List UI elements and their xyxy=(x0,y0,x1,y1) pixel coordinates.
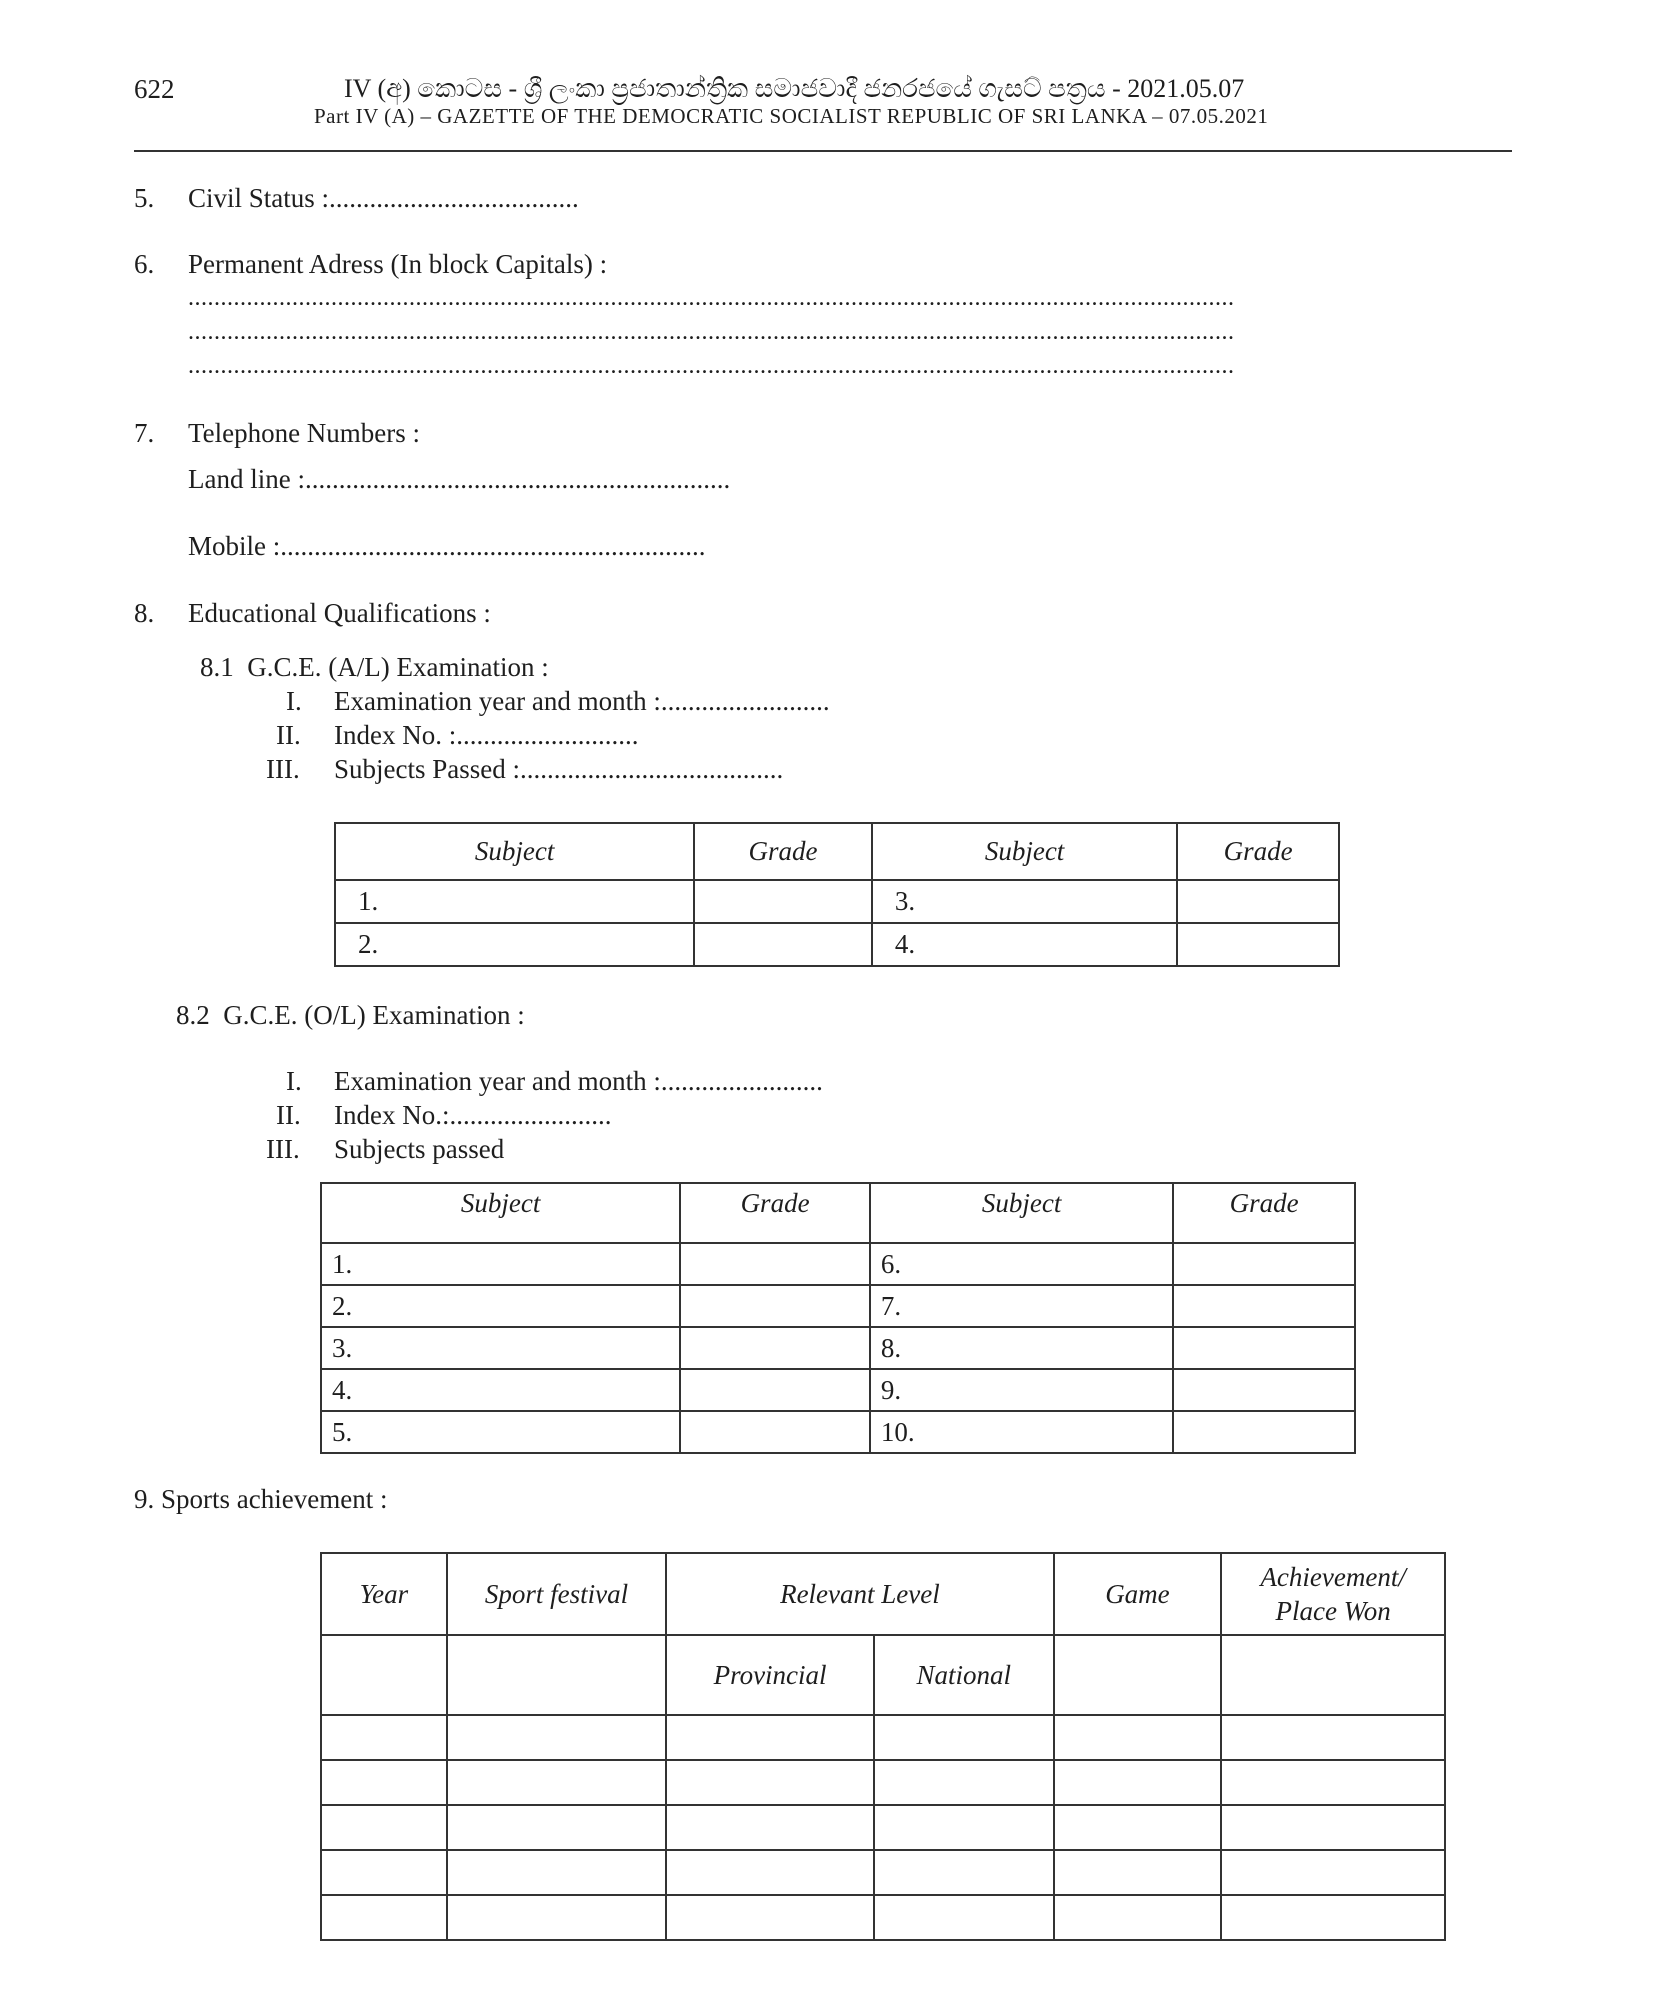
al-subjects-field: Subjects Passed :....................................... xyxy=(334,754,784,784)
ol-heading: 8.2 G.C.E. (O/L) Examination : xyxy=(176,1000,525,1030)
table-row xyxy=(321,1327,1355,1369)
sports-header-row xyxy=(321,1553,1445,1635)
sports-cell xyxy=(1054,1635,1222,1715)
header-rule xyxy=(134,150,1512,152)
table-row xyxy=(335,880,1339,923)
table-row xyxy=(321,1243,1355,1285)
sports-header-year: Year xyxy=(321,1553,447,1635)
ol-subject-cell: 3. xyxy=(321,1327,680,1369)
table-row xyxy=(321,1285,1355,1327)
gazette-title-sinhala: IV (අ) කොටස - ශ්‍රී ලංකා ප්‍රජාතාන්ත්‍රික සමාජවාදී ජනරජයේ ගැසට් පත්‍රය - 2021.05.07 xyxy=(344,74,1245,103)
civil-status-field: Civil Status :..................................... xyxy=(188,183,579,213)
address-line-2: ................................................................................................................................................................. xyxy=(188,319,1235,345)
ol-grade-cell xyxy=(1173,1411,1355,1453)
sports-header-level: Relevant Level xyxy=(666,1553,1053,1635)
address-line-1: ................................................................................................................................................................. xyxy=(188,285,1235,311)
table-row xyxy=(335,923,1339,966)
al-index-field: Index No. :........................... xyxy=(334,720,639,750)
landline-field: Land line :............................................................... xyxy=(188,464,731,494)
item-number-8: 8. xyxy=(134,598,155,628)
al-heading: 8.1 G.C.E. (A/L) Examination : xyxy=(200,652,549,682)
al-subject-cell: 4. xyxy=(872,923,1177,966)
al-subject-cell: 1. xyxy=(335,880,694,923)
ol-subject-cell: 5. xyxy=(321,1411,680,1453)
table-row xyxy=(321,1895,1445,1940)
ol-subject-cell: 7. xyxy=(870,1285,1173,1327)
item-number-5: 5. xyxy=(134,183,155,213)
ol-subject-cell: 1. xyxy=(321,1243,680,1285)
education-label: Educational Qualifications : xyxy=(188,598,491,628)
ol-subject-cell: 6. xyxy=(870,1243,1173,1285)
ol-results-table xyxy=(320,1182,1356,1454)
ol-year-month-field: Examination year and month :........................ xyxy=(334,1066,823,1096)
ol-subjects-label: Subjects passed xyxy=(334,1134,505,1164)
mobile-field: Mobile :............................................................... xyxy=(188,531,706,561)
ol-grade-cell xyxy=(680,1285,870,1327)
table-row xyxy=(321,1760,1445,1805)
ol-table-header-row xyxy=(321,1183,1355,1243)
al-header-grade-2: Grade xyxy=(1177,823,1339,880)
telephone-label: Telephone Numbers : xyxy=(188,418,421,448)
al-grade-cell xyxy=(1177,923,1339,966)
ol-grade-cell xyxy=(1173,1285,1355,1327)
item-number-7: 7. xyxy=(134,418,155,448)
ol-grade-cell xyxy=(1173,1369,1355,1411)
al-results-table xyxy=(334,822,1340,967)
ol-header-subject-2: Subject xyxy=(870,1183,1173,1243)
page-number: 622 xyxy=(134,74,175,104)
al-line-roman-2: II. xyxy=(276,720,301,750)
sports-header-provincial: Provincial xyxy=(666,1635,874,1715)
al-subject-cell: 3. xyxy=(872,880,1177,923)
ol-line-roman-3: III. xyxy=(266,1134,300,1164)
gazette-title-english: Part IV (A) – GAZETTE OF THE DEMOCRATIC SOCIALIST REPUBLIC OF SRI LANKA – 07.05.2021 xyxy=(314,104,1269,128)
al-line-roman-1: I. xyxy=(286,686,302,716)
ol-header-subject-1: Subject xyxy=(321,1183,680,1243)
ol-header-grade-2: Grade xyxy=(1173,1183,1355,1243)
sports-header-game: Game xyxy=(1054,1553,1222,1635)
sports-table xyxy=(320,1552,1446,1941)
ol-subject-cell: 2. xyxy=(321,1285,680,1327)
address-line-3: ................................................................................................................................................................. xyxy=(188,353,1235,379)
ol-index-field: Index No.:........................ xyxy=(334,1100,612,1130)
ol-grade-cell xyxy=(680,1369,870,1411)
al-header-grade-1: Grade xyxy=(694,823,872,880)
ol-subject-cell: 8. xyxy=(870,1327,1173,1369)
ol-grade-cell xyxy=(680,1243,870,1285)
al-grade-cell xyxy=(694,923,872,966)
ol-line-roman-2: II. xyxy=(276,1100,301,1130)
ol-grade-cell xyxy=(680,1327,870,1369)
sports-header-festival: Sport festival xyxy=(447,1553,667,1635)
sports-label: 9. Sports achievement : xyxy=(134,1484,388,1514)
ol-grade-cell xyxy=(680,1411,870,1453)
sports-header-national: National xyxy=(874,1635,1054,1715)
sports-cell xyxy=(321,1635,447,1715)
table-row xyxy=(321,1715,1445,1760)
ol-line-roman-1: I. xyxy=(286,1066,302,1096)
ol-header-grade-1: Grade xyxy=(680,1183,870,1243)
al-header-subject-2: Subject xyxy=(872,823,1177,880)
sports-cell xyxy=(447,1635,667,1715)
ol-subject-cell: 10. xyxy=(870,1411,1173,1453)
table-row xyxy=(321,1369,1355,1411)
al-header-subject-1: Subject xyxy=(335,823,694,880)
al-year-month-field: Examination year and month :......................... xyxy=(334,686,830,716)
sports-header-achievement: Achievement/ Place Won xyxy=(1221,1553,1445,1635)
al-subject-cell: 2. xyxy=(335,923,694,966)
table-row xyxy=(321,1850,1445,1895)
ol-grade-cell xyxy=(1173,1327,1355,1369)
al-grade-cell xyxy=(694,880,872,923)
address-label: Permanent Adress (In block Capitals) : xyxy=(188,249,608,279)
sports-cell xyxy=(1221,1635,1445,1715)
item-number-6: 6. xyxy=(134,249,155,279)
sports-subheader-row xyxy=(321,1635,1445,1715)
al-line-roman-3: III. xyxy=(266,754,300,784)
table-row xyxy=(321,1805,1445,1850)
ol-grade-cell xyxy=(1173,1243,1355,1285)
al-grade-cell xyxy=(1177,880,1339,923)
ol-subject-cell: 4. xyxy=(321,1369,680,1411)
ol-subject-cell: 9. xyxy=(870,1369,1173,1411)
al-table-header-row xyxy=(335,823,1339,880)
table-row xyxy=(321,1411,1355,1453)
